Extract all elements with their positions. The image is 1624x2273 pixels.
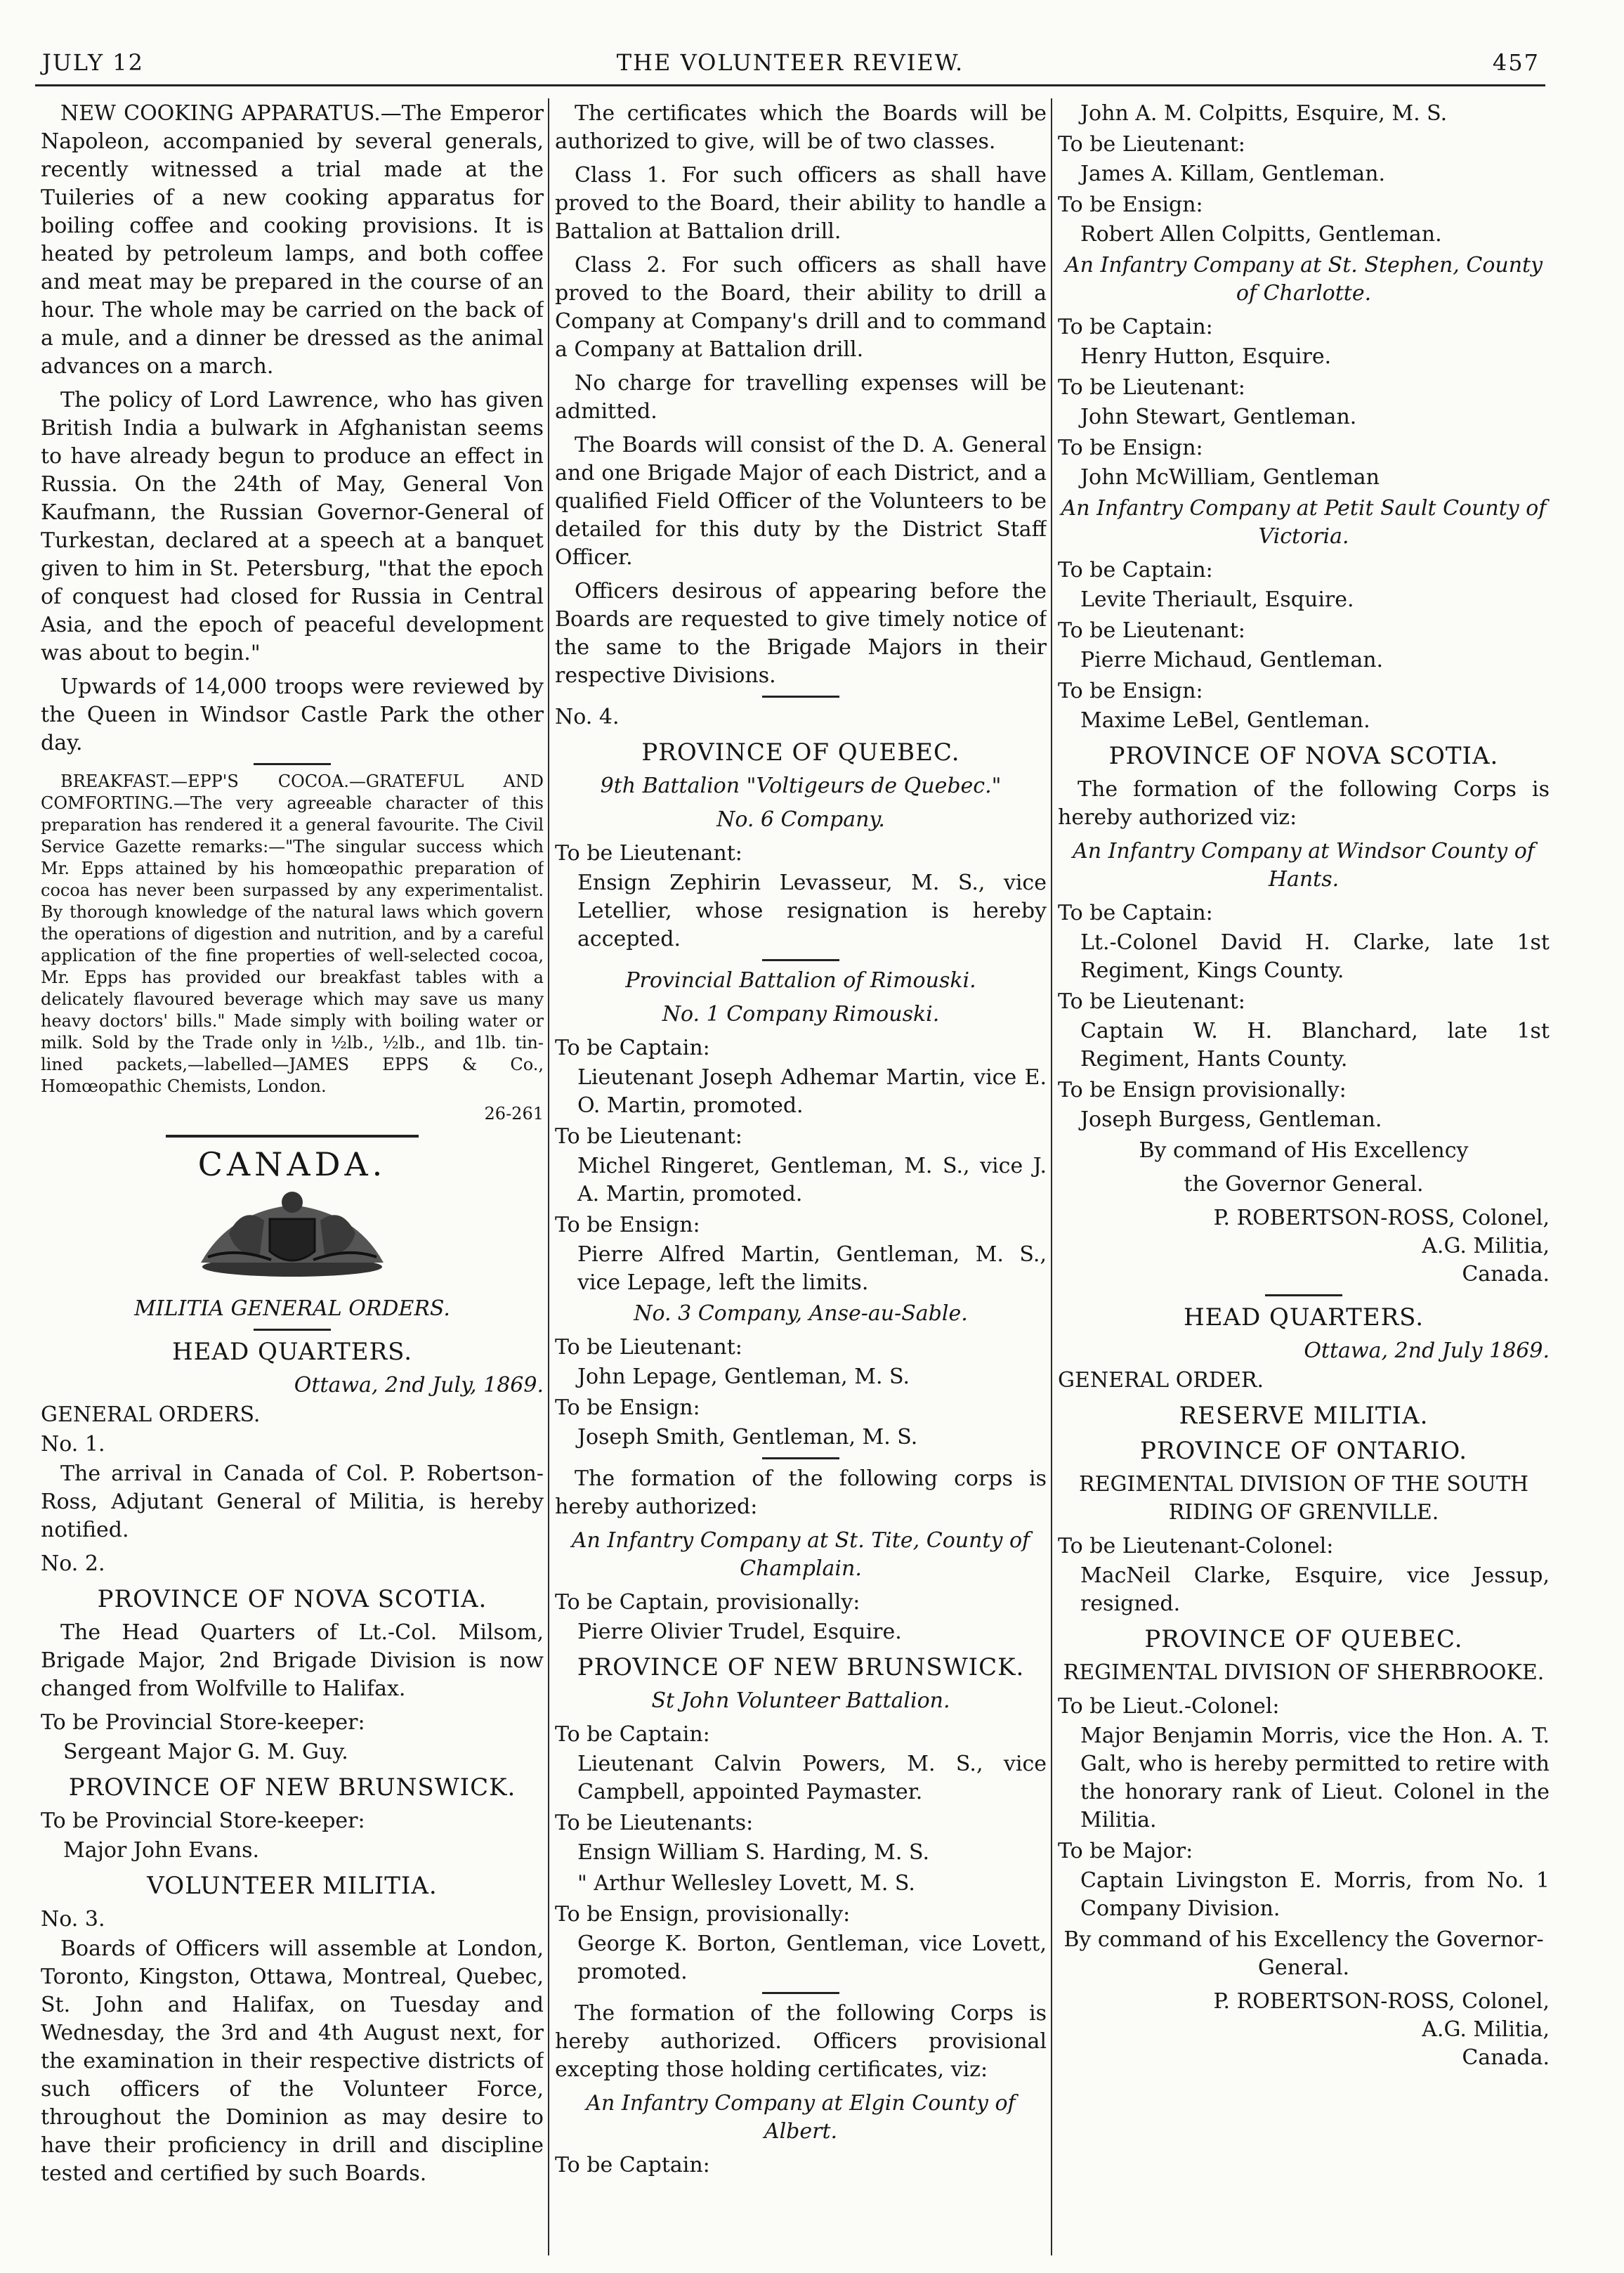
separator	[1265, 1294, 1342, 1296]
column-rule-1	[548, 98, 549, 2255]
formation-text: The formation of the following Corps is hereby authorized. Officers provisional excepting those holding certificates, viz:	[555, 2001, 1047, 2082]
appointee-name: Captain Livingston E. Morris, from No. 1 Company Division.	[1080, 1868, 1550, 1921]
appointee-name: Maxime LeBel, Gentleman.	[1080, 708, 1370, 733]
order-1-text: The arrival in Canada of Col. P. Robertson-Ross, Adjutant General of Militia, is hereby notified.	[41, 1461, 544, 1542]
appointee-name: MacNeil Clarke, Esquire, vice Jessup, resigned.	[1080, 1563, 1550, 1616]
company-heading: No. 6 Company.	[716, 807, 885, 832]
column-2	[555, 100, 1047, 2250]
class-1-text: Class 1. For such officers as shall have proved to the Board, their ability to handle a Battalion at Battalion drill.	[555, 163, 1047, 244]
canada-title: CANADA.	[197, 1145, 387, 1183]
battalion-heading: 9th Battalion "Voltigeurs de Quebec."	[600, 774, 1002, 798]
epps-cocoa-advertisement: BREAKFAST.—EPP'S COCOA.—GRATEFUL AND COMFORTING.—The very agreeable character of this preparation has rendered it a general favourite. The Civil Service Gazette remarks:—"The singular success which Mr. Epps attained by his homœopathic preparation of cocoa has never been surpassed by any experimentalist. By thorough knowledge of the natural laws which govern the operations of digestion and nutrition, and by a careful application of the fine properties of well-selected cocoa, Mr. Epps has provided our breakfast tables with a delicately flavoured beverage which may save us many heavy doctors' bills." Made simply with boiling water or milk. Sold by the Trade only in ½lb., ½lb., and 1lb. tin-lined packets,—labelled—JAMES EPPS & Co., Homœopathic Chemists, London.	[41, 771, 544, 1096]
appointment-role: To be Major:	[1058, 1839, 1193, 1863]
volunteer-militia-heading: VOLUNTEER MILITIA.	[147, 1872, 438, 1900]
separator	[254, 763, 331, 765]
certificates-text: The certificates which the Boards will be authorized to give, will be of two classes.	[555, 101, 1047, 154]
company-heading: No. 1 Company Rimouski.	[662, 1002, 940, 1027]
appointment-role: To be Captain:	[1058, 315, 1213, 339]
order-3-text: Boards of Officers will assemble at London, Toronto, Kingston, Ottawa, Montreal, Quebec, St. John and Halifax, on Tuesday and Wednesday, the 3rd and 4th August next, for the examination in their respective districts of such officers of the Volunteer Force, throughout the Dominion as may desire to have their proficiency in drill and discipline tested and certified by such Boards.	[41, 1936, 544, 2186]
appointee-name: Major John Evans.	[63, 1838, 260, 1863]
column-3	[1058, 100, 1550, 2250]
appointment-role: To be Ensign:	[1058, 193, 1203, 217]
head-quarters-title: HEAD QUARTERS.	[1183, 1303, 1425, 1331]
regimental-division-heading: REGIMENTAL DIVISION OF SHERBROOKE.	[1063, 1660, 1545, 1685]
appointee-name: John A. M. Colpitts, Esquire, M. S.	[1080, 101, 1448, 126]
appointment-role: To be Ensign:	[1058, 679, 1203, 703]
appointee-name: Lieutenant Calvin Powers, M. S., vice Campbell, appointed Paymaster.	[577, 1752, 1047, 1804]
head-quarters-title: HEAD QUARTERS.	[171, 1338, 413, 1366]
province-heading: PROVINCE OF NEW BRUNSWICK.	[68, 1773, 516, 1802]
header-page-number: 457	[1492, 49, 1540, 76]
column-1	[41, 100, 544, 2250]
appointee-name: Ensign William S. Harding, M. S.	[577, 1840, 929, 1865]
travelling-expenses-text: No charge for travelling expenses will be admitted.	[555, 371, 1047, 424]
company-heading: An Infantry Company at St. Tite, County of Champlain.	[571, 1528, 1030, 1581]
company-heading: No. 3 Company, Anse-au-Sable.	[634, 1301, 968, 1326]
province-heading: PROVINCE OF QUEBEC.	[641, 738, 960, 767]
general-order-label: GENERAL ORDER.	[1058, 1368, 1264, 1393]
battalion-heading: St John Volunteer Battalion.	[651, 1688, 950, 1713]
page-header	[35, 42, 1545, 86]
officers-desirous-text: Officers desirous of appearing before the Boards are requested to give timely notice of the same to the Brigade Majors in their respective Divisions.	[555, 579, 1047, 688]
epps-ad-reference: 26-261	[484, 1104, 544, 1124]
general-orders-label: GENERAL ORDERS.	[41, 1402, 261, 1427]
signature-rank: A.G. Militia,	[1422, 1234, 1550, 1258]
coat-of-arms-icon	[187, 1184, 398, 1289]
appointment-role: To be Lieut.-Colonel:	[1058, 1694, 1280, 1719]
company-heading: An Infantry Company at Windsor County of Hants.	[1073, 839, 1535, 892]
appointment-role: To be Lieutenant:	[1058, 375, 1245, 400]
appointment-role: To be Captain:	[555, 1036, 710, 1060]
appointee-name: John Stewart, Gentleman.	[1080, 405, 1357, 429]
governor-general-line: the Governor General.	[1184, 1172, 1424, 1197]
appointee-name: Lieutenant Joseph Adhemar Martin, vice E. O. Martin, promoted.	[577, 1065, 1047, 1118]
province-heading: PROVINCE OF QUEBEC.	[1144, 1625, 1463, 1653]
by-command-line: By command of His Excellency	[1139, 1138, 1469, 1163]
appointee-name: James A. Killam, Gentleman.	[1080, 162, 1386, 186]
order-2-text: The Head Quarters of Lt.-Col. Milsom, Brigade Major, 2nd Brigade Division is now changed from Wolfville to Halifax.	[41, 1620, 544, 1701]
signature-name: P. ROBERTSON-ROSS, Colonel,	[1213, 1989, 1550, 2014]
reserve-militia-heading: RESERVE MILITIA.	[1179, 1402, 1429, 1430]
province-heading: PROVINCE OF NOVA SCOTIA.	[1108, 742, 1499, 770]
separator	[762, 1992, 839, 1994]
signature-place: Canada.	[1462, 2045, 1550, 2070]
company-heading: An Infantry Company at St. Stephen, County of Charlotte.	[1064, 253, 1543, 306]
order-number-4: No. 4.	[555, 705, 620, 729]
separator	[762, 959, 839, 961]
appointment-role: To be Ensign:	[555, 1213, 700, 1237]
head-quarters-dateline: Ottawa, 2nd July, 1869.	[294, 1373, 544, 1398]
order-number-1: No. 1.	[41, 1432, 105, 1457]
order-number-3: No. 3.	[41, 1907, 105, 1932]
separator	[166, 1135, 419, 1138]
separator	[762, 1457, 839, 1459]
class-2-text: Class 2. For such officers as shall have proved to the Board, their ability to drill a Company at Company's drill and to command a Company at Battalion drill.	[555, 253, 1047, 362]
province-heading: PROVINCE OF NEW BRUNSWICK.	[577, 1653, 1025, 1681]
battalion-heading: Provincial Battalion of Rimouski.	[625, 968, 976, 993]
head-quarters-dateline: Ottawa, 2nd July 1869.	[1304, 1339, 1550, 1363]
company-heading: An Infantry Company at Petit Sault County of Victoria.	[1061, 496, 1547, 549]
regimental-division-heading: REGIMENTAL DIVISION OF THE SOUTH RIDING OF GRENVILLE.	[1078, 1472, 1529, 1525]
appointee-name: Major Benjamin Morris, vice the Hon. A. T. Galt, who is hereby permitted to retire with the honorary rank of Lieut. Colonel in the Militia.	[1080, 1724, 1550, 1832]
appointee-name: Levite Theriault, Esquire.	[1080, 587, 1354, 612]
appointment-role: To be Lieutenant:	[555, 1124, 742, 1149]
header-date: JULY 12	[42, 49, 145, 76]
troops-article: Upwards of 14,000 troops were reviewed by the Queen in Windsor Castle Park the other day.	[41, 675, 544, 755]
lawrence-article: The policy of Lord Lawrence, who has given British India a bulwark in Afghanistan seems to have already begun to produce an effect in Russia. On the 24th of May, General Von Kaufmann, the Russian Governor-General of Turkestan, declared at a speech at a banquet given to him in St. Petersburg, "that the epoch of conquest had closed for Russia in Central Asia, and the epoch of peaceful development was about to begin."	[41, 388, 544, 665]
appointment-role: To be Lieutenant-Colonel:	[1058, 1534, 1334, 1558]
signature-rank: A.G. Militia,	[1422, 2017, 1550, 2042]
appointee-name: Pierre Olivier Trudel, Esquire.	[577, 1620, 902, 1644]
appointee-name: Joseph Burgess, Gentleman.	[1080, 1107, 1382, 1132]
formation-text: The formation of the following Corps is hereby authorized viz:	[1058, 777, 1550, 830]
appointee-name: Captain W. H. Blanchard, late 1st Regiment, Hants County.	[1080, 1019, 1550, 1072]
appointee-name: " Arthur Wellesley Lovett, M. S.	[577, 1871, 915, 1896]
appointment-role: To be Lieutenant:	[1058, 132, 1245, 157]
boards-consist-text: The Boards will consist of the D. A. General and one Brigade Major of each District, and a qualified Field Officer of the Volunteers to be detailed for this duty by the District Staff Officer.	[555, 433, 1047, 570]
appointee-name: George K. Borton, Gentleman, vice Lovett, promoted.	[577, 1932, 1047, 1984]
appointee-name: John Lepage, Gentleman, M. S.	[577, 1365, 910, 1389]
signature-name: P. ROBERTSON-ROSS, Colonel,	[1213, 1206, 1550, 1230]
appointment-role: To be Captain, provisionally:	[555, 1590, 860, 1615]
appointee-name: Joseph Smith, Gentleman, M. S.	[577, 1425, 918, 1450]
appointment-role: To be Ensign:	[555, 1395, 700, 1420]
appointment-role: To be Ensign:	[1058, 436, 1203, 460]
appointment-role: To be Provincial Store-keeper:	[41, 1809, 365, 1833]
appointment-role: To be Lieutenants:	[555, 1811, 754, 1835]
order-number-2: No. 2.	[41, 1551, 105, 1576]
formation-text: The formation of the following corps is hereby authorized:	[555, 1466, 1047, 1519]
appointment-role: To be Lieutenant:	[555, 1335, 742, 1360]
appointment-role: To be Captain:	[555, 2153, 710, 2177]
appointment-role: To be Ensign provisionally:	[1058, 1078, 1347, 1102]
appointment-role: To be Captain:	[555, 1722, 710, 1747]
province-heading: PROVINCE OF NOVA SCOTIA.	[97, 1585, 487, 1613]
appointment-role: To be Ensign, provisionally:	[555, 1902, 851, 1927]
company-heading: An Infantry Company at Elgin County of Albert.	[586, 2091, 1016, 2144]
signature-place: Canada.	[1462, 1262, 1550, 1287]
appointee-name: Sergeant Major G. M. Guy.	[63, 1740, 348, 1764]
appointee-name: Pierre Alfred Martin, Gentleman, M. S., vice Lepage, left the limits.	[577, 1242, 1047, 1295]
appointee-name: Pierre Michaud, Gentleman.	[1080, 648, 1384, 672]
appointee-name: Ensign Zephirin Levasseur, M. S., vice Letellier, whose resignation is hereby accepted.	[577, 871, 1047, 951]
appointee-name: Michel Ringeret, Gentleman, M. S., vice J. A. Martin, promoted.	[577, 1154, 1047, 1206]
militia-general-orders-title: MILITIA GENERAL ORDERS.	[134, 1296, 450, 1321]
separator	[254, 1329, 331, 1331]
appointee-name: Lt.-Colonel David H. Clarke, late 1st Regiment, Kings County.	[1080, 930, 1550, 983]
appointment-role: To be Provincial Store-keeper:	[41, 1710, 365, 1735]
appointment-role: To be Captain:	[1058, 901, 1213, 925]
appointment-role: To be Captain:	[1058, 558, 1213, 582]
cooking-apparatus-article: NEW COOKING APPARATUS.—The Emperor Napoleon, accompanied by several generals, recently witnessed a trial made at the Tuileries of a new cooking apparatus for boiling coffee and cooking provisions. It is heated by petroleum lamps, and both coffee and meat may be prepared in the course of an hour. The whole may be carried on the back of a mule, and a dinner be dressed as the animal advances on a march.	[41, 101, 544, 379]
appointee-name: Robert Allen Colpitts, Gentleman.	[1080, 222, 1442, 247]
appointee-name: John McWilliam, Gentleman	[1080, 465, 1380, 490]
province-heading: PROVINCE OF ONTARIO.	[1139, 1437, 1468, 1465]
header-title: THE VOLUNTEER REVIEW.	[616, 49, 964, 76]
appointment-role: To be Lieutenant:	[555, 841, 742, 866]
appointment-role: To be Lieutenant:	[1058, 618, 1245, 643]
appointee-name: Henry Hutton, Esquire.	[1080, 344, 1332, 369]
appointment-role: To be Lieutenant:	[1058, 989, 1245, 1014]
by-command-line: By command of his Excellency the Governor-General.	[1063, 1927, 1544, 1980]
column-rule-2	[1051, 98, 1052, 2255]
separator	[762, 696, 839, 698]
